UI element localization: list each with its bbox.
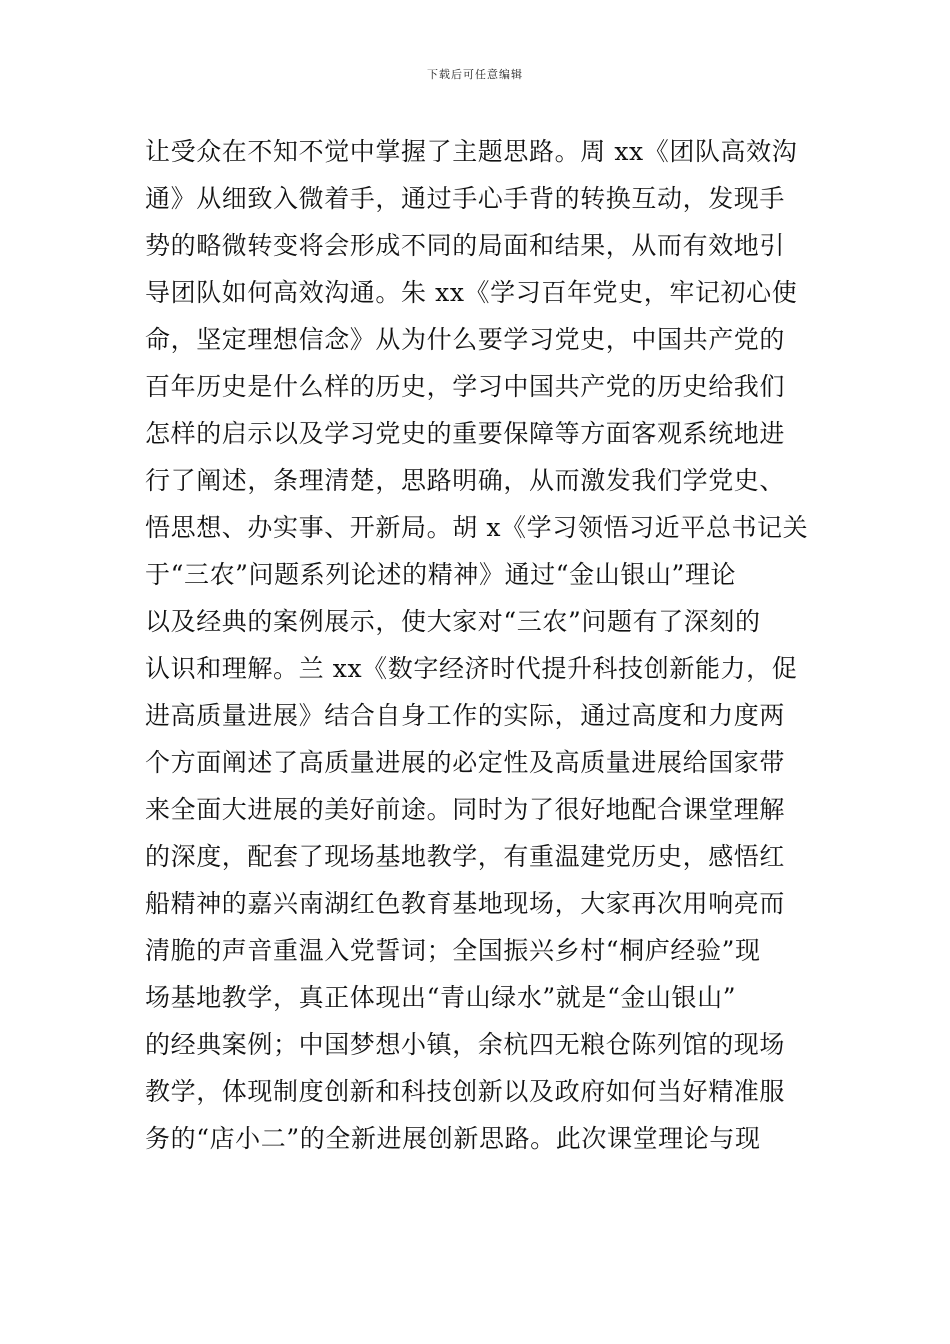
text-line: 场基地教学，真正体现出“青山绿水”就是“金山银山” bbox=[145, 983, 737, 1012]
text-line: 的经典案例；中国梦想小镇，余杭四无粮仓陈列馆的现场 bbox=[145, 1030, 786, 1059]
text-line: 务的“店小二”的全新进展创新思路。此次课堂理论与现 bbox=[145, 1124, 761, 1153]
text-line: 势的略微转变将会形成不同的局面和结果，从而有效地引 bbox=[145, 231, 786, 260]
text-line: 让受众在不知不觉中掌握了主题思路。周 xx《团队高效沟 bbox=[145, 137, 798, 166]
header-note: 下载后可任意编辑 bbox=[427, 68, 523, 81]
text-line: 以及经典的案例展示，使大家对“三农”问题有了深刻的 bbox=[145, 607, 761, 636]
text-line: 于“三农”问题系列论述的精神》通过“金山银山”理论 bbox=[145, 560, 737, 589]
body-paragraph bbox=[145, 128, 810, 1162]
text-line: 命，坚定理想信念》从为什么要学习党史，中国共产党的 bbox=[145, 325, 786, 354]
text-line: 来全面大进展的美好前途。同时为了很好地配合课堂理解 bbox=[145, 795, 786, 824]
text-line: 百年历史是什么样的历史，学习中国共产党的历史给我们 bbox=[145, 372, 786, 401]
text-line: 怎样的启示以及学习党史的重要保障等方面客观系统地进 bbox=[145, 419, 786, 448]
text-line: 认识和理解。兰 xx《数字经济时代提升科技创新能力，促 bbox=[145, 654, 798, 683]
text-line: 悟思想、办实事、开新局。胡 x《学习领悟习近平总书记关 bbox=[145, 513, 809, 542]
text-line: 的深度，配套了现场基地教学，有重温建党历史，感悟红 bbox=[145, 842, 786, 871]
text-line: 行了阐述，条理清楚，思路明确，从而激发我们学党史、 bbox=[145, 466, 786, 495]
text-line: 进高质量进展》结合自身工作的实际，通过高度和力度两 bbox=[145, 701, 786, 730]
text-line: 通》从细致入微着手，通过手心手背的转换互动，发现手 bbox=[145, 184, 786, 213]
text-line: 船精神的嘉兴南湖红色教育基地现场，大家再次用响亮而 bbox=[145, 889, 786, 918]
text-line: 个方面阐述了高质量进展的必定性及高质量进展给国家带 bbox=[145, 748, 786, 777]
text-line: 导团队如何高效沟通。朱 xx《学习百年党史，牢记初心使 bbox=[145, 278, 798, 307]
text-line: 教学，体现制度创新和科技创新以及政府如何当好精准服 bbox=[145, 1077, 786, 1106]
text-line: 清脆的声音重温入党誓词；全国振兴乡村“桐庐经验”现 bbox=[145, 936, 761, 965]
